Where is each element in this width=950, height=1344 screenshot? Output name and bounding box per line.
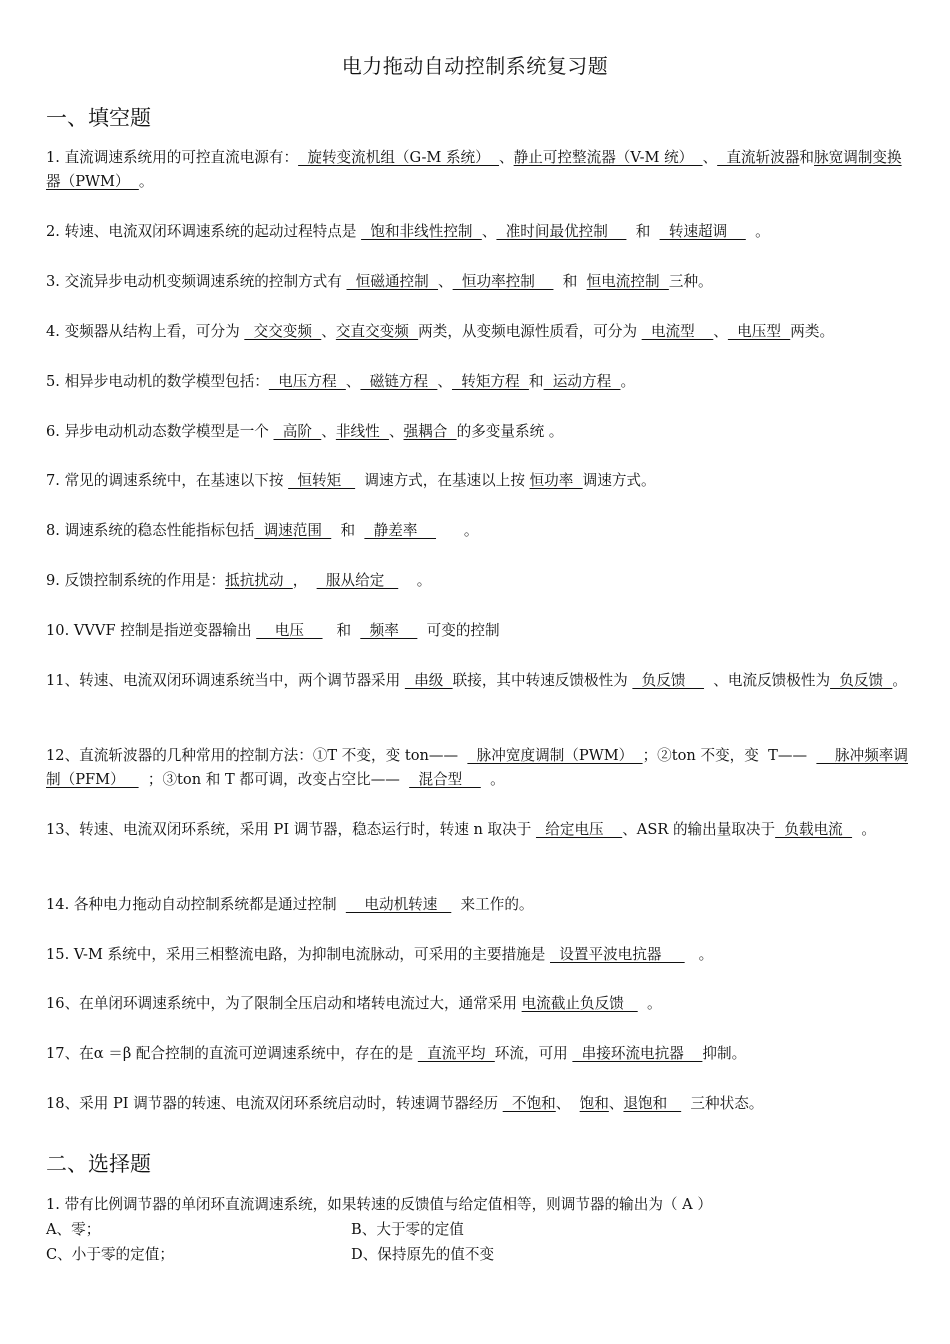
- answer-blank: 频率: [360, 622, 418, 639]
- choice-question-stem: 1. 带有比例调节器的单闭环直流调速系统，如果转速的反馈值与给定值相等，则调节器的输出为（ A ）: [46, 1196, 712, 1213]
- question-text: 13、转速、电流双闭环系统，采用 PI 调节器，稳态运行时，转速 n 取决于: [46, 821, 536, 838]
- question-item: [46, 669, 908, 693]
- question-text: 和: [799, 149, 815, 166]
- question-item: [46, 420, 908, 444]
- question-text: 8. 调速系统的稳态性能指标包括: [46, 522, 255, 539]
- question-text: 10. VVVF 控制是指逆变器输出: [46, 622, 257, 639]
- answer-blank: 脉冲频率调制（PFM）: [46, 747, 908, 788]
- answer-blank: 脉冲宽度调制（PWM）: [467, 747, 643, 764]
- answer-blank: 旋转变流机组（G-M 系统）: [298, 149, 500, 166]
- question-item: [46, 469, 908, 493]
- choice-option-a: A、零；: [46, 1221, 101, 1238]
- question-text: 6. 异步电动机动态数学模型是一个: [46, 423, 274, 440]
- question-item: [46, 146, 908, 194]
- answer-blank: 不饱和: [502, 1095, 556, 1112]
- question-text: 3. 交流异步电动机变频调速系统的控制方式有: [46, 273, 347, 290]
- question-text: 、: [702, 149, 718, 166]
- answer-blank: 电压方程: [268, 373, 346, 390]
- question-text: 可变的控制: [417, 622, 500, 639]
- question-text: 、: [321, 323, 336, 340]
- answer-blank: 负反馈: [830, 672, 893, 689]
- question-text: 和: [626, 223, 660, 240]
- answer-blank: 交交变频: [244, 323, 322, 340]
- question-text: 、: [345, 373, 361, 390]
- question-text: 18、采用 PI 调节器的转速、电流双闭环系统启动时，转速调节器经历: [46, 1095, 503, 1112]
- section-heading-fill-in: 一、填空题: [46, 106, 151, 130]
- answer-blank: 电动机转速: [345, 896, 452, 913]
- choice-option-d: D、保持原先的值不变: [351, 1246, 495, 1263]
- answer-blank: 抵抗扰动: [225, 572, 293, 589]
- question-text: 调速方式，在基速以上按: [355, 472, 530, 489]
- answer-blank: 饱和非线性控制: [361, 223, 482, 240]
- section-heading-choice: 二、选择题: [46, 1152, 151, 1176]
- answer-blank: 电流截止负反馈: [521, 995, 638, 1012]
- question-text: 和: [322, 622, 361, 639]
- question-text: 来工作的。: [451, 896, 534, 913]
- question-text: 、: [388, 423, 404, 440]
- answer-blank: 恒转矩: [288, 472, 356, 489]
- answer-blank: 高阶: [273, 423, 322, 440]
- question-text: 。: [138, 173, 154, 190]
- question-text: 、: [713, 323, 728, 340]
- question-text: 7. 常见的调速系统中，在基速以下按: [46, 472, 289, 489]
- question-item: [46, 569, 908, 593]
- answer-blank: 电流型: [641, 323, 714, 340]
- answer-blank: 混合型: [409, 771, 481, 788]
- choice-question: [46, 1192, 908, 1267]
- question-text: 。: [684, 946, 714, 963]
- question-text: 9. 反馈控制系统的作用是：: [46, 572, 226, 589]
- question-text: 和: [553, 273, 587, 290]
- question-text: 1. 直流调速系统用的可控直流电源有：: [46, 149, 299, 166]
- answer-blank: 转速超调: [659, 223, 746, 240]
- question-text: 、ASR 的输出量取决于: [622, 821, 776, 838]
- question-item: [46, 893, 908, 917]
- answer-blank: 恒功率: [529, 472, 583, 489]
- question-text: ，: [292, 572, 317, 589]
- question-text: 16、在单闭环调速系统中，为了限制全压启动和堵转电流过大，通常采用: [46, 995, 522, 1012]
- question-text: 、: [608, 1095, 624, 1112]
- question-text: ；③ton 和 T 都可调，改变占空比——: [138, 771, 410, 788]
- answer-blank: 串级: [404, 672, 453, 689]
- choice-option-b: B、大于零的定值: [351, 1221, 464, 1238]
- question-text: 。: [745, 223, 770, 240]
- question-text: 。: [620, 373, 636, 390]
- question-item: [46, 220, 908, 244]
- answer-blank: 服从给定: [316, 572, 399, 589]
- question-text: 、: [437, 373, 452, 390]
- question-item: [46, 818, 908, 842]
- question-text: 11、转速、电流双闭环调速系统当中，两个调节器采用: [46, 672, 405, 689]
- answer-blank: 静差率: [364, 522, 437, 539]
- question-text: 抑制。: [702, 1045, 747, 1062]
- question-text: 4. 变频器从结构上看，可分为: [46, 323, 245, 340]
- question-text: 的多变量系统 。: [456, 423, 564, 440]
- question-text: 三种状态。: [681, 1095, 764, 1112]
- answer-blank: 直流平均: [417, 1045, 495, 1062]
- question-text: 、: [499, 149, 514, 166]
- answer-blank: 恒功率控制: [452, 273, 554, 290]
- question-text: 联接，其中转速反馈极性为: [452, 672, 633, 689]
- answer-blank: 电压型: [727, 323, 791, 340]
- answer-blank: 恒磁通控制: [346, 273, 439, 290]
- answer-blank: 交直交变频: [335, 323, 419, 340]
- answer-blank: 负载电流: [775, 821, 853, 838]
- question-text: 5. 相异步电动机的数学模型包括：: [46, 373, 269, 390]
- question-text: 、: [555, 1095, 580, 1112]
- question-text: 。: [398, 572, 432, 589]
- question-text: 调速方式。: [582, 472, 656, 489]
- question-item: [46, 992, 908, 1016]
- question-text: 和: [331, 522, 365, 539]
- answer-blank: 负反馈: [632, 672, 705, 689]
- answer-blank: 电压: [256, 622, 323, 639]
- choice-option-row: [46, 1217, 908, 1242]
- answer-blank: 脉宽调制变换器（PWM）: [46, 149, 902, 190]
- question-text: 。: [637, 995, 662, 1012]
- question-text: 14. 各种电力拖动自动控制系统都是通过控制: [46, 896, 346, 913]
- answer-blank: 非线性: [335, 423, 389, 440]
- question-text: 17、在α ＝β 配合控制的直流可逆调速系统中，存在的是: [46, 1045, 418, 1062]
- answer-blank: 退饱和: [623, 1095, 682, 1112]
- question-text: 。: [852, 821, 876, 838]
- question-item: [46, 320, 908, 344]
- answer-blank: 准时间最优控制: [496, 223, 627, 240]
- answer-blank: 强耦合: [403, 423, 457, 440]
- question-text: 两类。: [790, 323, 835, 340]
- answer-blank: 调速范围: [254, 522, 332, 539]
- answer-blank: 给定电压: [535, 821, 623, 838]
- answer-blank: 运动方程: [543, 373, 621, 390]
- question-item: [46, 1092, 908, 1116]
- answer-blank: 静止可控整流器（V-M 统）: [513, 149, 703, 166]
- question-text: 。: [892, 672, 907, 689]
- question-item: [46, 943, 908, 967]
- question-text: 、: [321, 423, 336, 440]
- question-text: 、: [481, 223, 497, 240]
- choice-option-c: C、小于零的定值；: [46, 1246, 174, 1263]
- document-title: 电力拖动自动控制系统复习题: [341, 54, 609, 78]
- question-text: 两类，从变频电源性质看，可分为: [418, 323, 642, 340]
- question-text: 2. 转速、电流双闭环调速系统的起动过程特点是: [46, 223, 362, 240]
- question-text: 、: [438, 273, 453, 290]
- question-text: 15. V-M 系统中，采用三相整流电路，为抑制电流脉动，可采用的主要措施是: [46, 946, 551, 963]
- question-item: [46, 270, 908, 294]
- answer-blank: 磁链方程: [360, 373, 438, 390]
- choice-option-row: [46, 1242, 908, 1267]
- question-text: 和: [528, 373, 544, 390]
- question-item: [46, 1042, 908, 1066]
- question-text: 、电流反馈极性为: [704, 672, 831, 689]
- question-text: 。: [436, 522, 479, 539]
- question-item: [46, 370, 908, 394]
- question-text: 环流，可用: [494, 1045, 573, 1062]
- answer-blank: 转矩方程: [451, 373, 529, 390]
- question-text: ；②ton 不变，变 T——: [642, 747, 817, 764]
- answer-blank: 串接环流电抗器: [572, 1045, 703, 1062]
- question-text: 。: [480, 771, 505, 788]
- answer-blank: 饱和: [579, 1095, 609, 1112]
- question-text: 三种。: [668, 273, 713, 290]
- answer-blank: 恒电流控制: [586, 273, 669, 290]
- answer-blank: 直流斩波器: [717, 149, 800, 166]
- answer-blank: 设置平波电抗器: [550, 946, 685, 963]
- question-item: [46, 744, 908, 792]
- question-text: 12、直流斩波器的几种常用的控制方法：①T 不变，变 ton——: [46, 747, 468, 764]
- question-item: [46, 619, 908, 643]
- question-item: [46, 519, 908, 543]
